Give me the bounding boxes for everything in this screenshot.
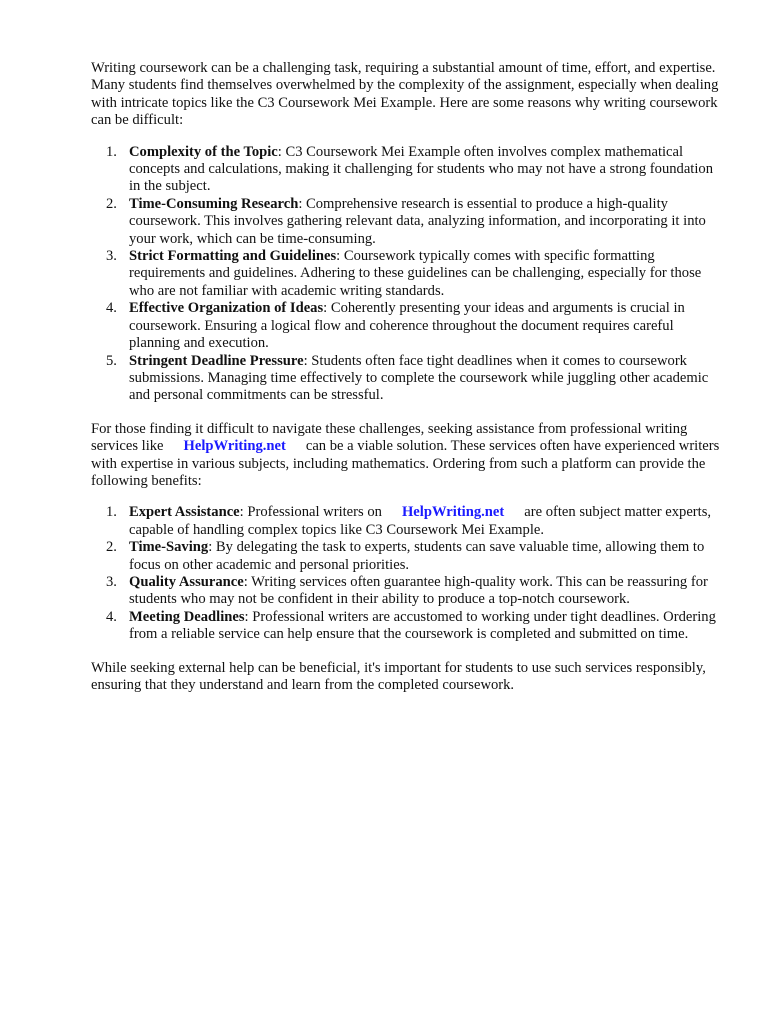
list-number: 1. — [106, 143, 117, 160]
item-title: Stringent Deadline Pressure — [129, 352, 304, 369]
item-title: Complexity of the Topic — [129, 143, 278, 160]
item-text: : By delegating the task to experts, students can save valuable time, allowing them to focus on other academic and personal priorities. — [129, 539, 705, 573]
item-title: Quality Assurance — [129, 573, 244, 590]
helpwriting-link[interactable]: HelpWriting.net — [183, 438, 286, 455]
list-number: 1. — [106, 504, 117, 521]
list-number: 2. — [106, 195, 117, 212]
list-item — [91, 353, 717, 405]
item-text: : Coherently presenting your ideas and arguments is crucial in coursework. Ensuring a logical flow and coherence throughout the document requires careful planning and execution. — [129, 300, 685, 352]
item-text: : Professional writers are accustomed to working under tight deadlines. Ordering from a reliable service can help ensure that the coursework is completed and submitted on time. — [129, 608, 716, 643]
item-title: Time-Consuming Research — [129, 195, 299, 212]
helpwriting-link[interactable]: HelpWriting.net — [401, 504, 505, 521]
item-text: : Professional writers on — [239, 504, 382, 521]
item-text-after: are often subject matter experts, capable of handling complex topics like C3 Coursework Mei Example. — [129, 504, 712, 538]
intro-paragraph: Writing coursework can be a challenging task, requiring a substantial amount of time, effort, and expertise. Many students find themselves overwhelmed by the complexity of the assignment, especially when dealing with intricate topics like the C3 Coursework Mei Example. Here are some reasons why writing coursework can be difficult: — [91, 60, 719, 129]
item-title: Time-Saving — [129, 539, 209, 556]
list-item — [91, 609, 717, 644]
list-item — [91, 248, 717, 300]
services-text-before: For those finding it difficult to navigate these challenges, seeking assistance from professional writing services like — [91, 420, 688, 455]
list-item — [91, 574, 717, 609]
item-title: Meeting Deadlines — [129, 608, 245, 625]
item-text: : Comprehensive research is essential to produce a high-quality coursework. This involves gathering relevant data, analyzing information, and incorporating it into your work, which can be time-consuming. — [129, 195, 706, 247]
benefits-list — [91, 504, 720, 643]
list-item — [91, 504, 717, 539]
item-text: : Coursework typically comes with specific formatting requirements and guidelines. Adhering to these guidelines can be challenging, especially for those who are not familiar with academic writing standards. — [129, 248, 702, 299]
services-text-after: can be a viable solution. These services often have experienced writers with expertise in various subjects, including mathematics. Ordering from such a platform can provide the following benefits: — [91, 438, 720, 489]
list-item — [91, 300, 717, 352]
list-number: 4. — [106, 300, 117, 317]
list-item — [91, 144, 717, 196]
item-title: Strict Formatting and Guidelines — [129, 248, 337, 265]
services-paragraph — [91, 421, 721, 491]
item-text: : C3 Coursework Mei Example often involves complex mathematical concepts and calculations, making it challenging for students who may not have a strong foundation in the subject. — [129, 143, 714, 195]
list-number: 3. — [106, 248, 117, 265]
list-item — [91, 196, 717, 248]
challenges-list — [91, 144, 720, 405]
list-item — [91, 539, 717, 574]
item-title: Expert Assistance — [129, 504, 240, 521]
item-text: : Writing services often guarantee high-quality work. This can be reassuring for students who may not be confident in their ability to produce a top-notch coursework. — [129, 573, 708, 608]
item-text: : Students often face tight deadlines when it comes to coursework submissions. Managing time effectively to complete the coursework while juggling other academic and personal commitments can be stressful. — [129, 352, 709, 404]
list-number: 4. — [106, 608, 117, 625]
closing-paragraph: While seeking external help can be beneficial, it's important for students to use such services responsibly, ensuring that they understand and learn from the completed coursework. — [91, 659, 706, 693]
list-number: 5. — [106, 352, 117, 369]
item-title: Effective Organization of Ideas — [129, 300, 324, 317]
list-number: 3. — [106, 573, 117, 590]
list-number: 2. — [106, 539, 117, 556]
